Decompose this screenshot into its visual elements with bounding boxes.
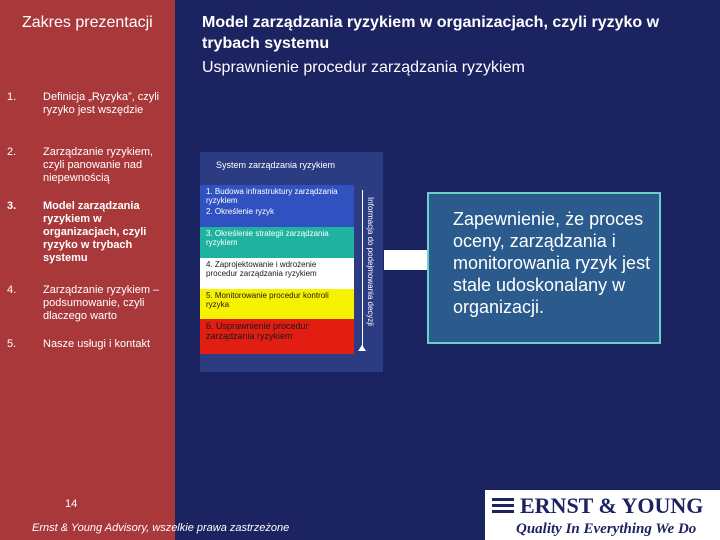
risk-management-diagram [200, 152, 383, 372]
callout-text: Zapewnienie, że proces oceny, zarządzania i monitorowania ryzyk jest stale udoskonalany w organizacji. [453, 209, 651, 317]
logo-name: ERNST & YOUNG [520, 493, 704, 518]
agenda-item-label: Model zarządzania ryzykiem w organizacjach, czyli ryzyko w trybach systemu [43, 200, 147, 264]
step-label: 6. Usprawnienie procedur zarządzania ryzykiem [206, 321, 309, 341]
footer-copyright: Ernst & Young Advisory, wszelkie prawa zastrzeżone [32, 522, 290, 534]
agenda-number: 2. [7, 146, 17, 158]
agenda-item-label: Definicja „Ryzyka”, czyli ryzyko jest wszędzie [43, 91, 160, 116]
agenda-title: Zakres prezentacji [22, 14, 153, 31]
logo-mark-icon [492, 497, 514, 515]
diagram-step-2 [200, 205, 354, 227]
agenda-number: 5. [7, 338, 17, 350]
agenda-number: 4. [7, 284, 17, 296]
arrow-up-icon [358, 345, 366, 351]
step-label: 4. Zaprojektowanie i wdrożenie procedur zarządzania ryzykiem [206, 260, 317, 278]
slide-title: Model zarządzania ryzykiem w organizacjach, czyli ryzyko w trybach systemu [202, 14, 660, 52]
agenda-number: 1. [7, 91, 17, 103]
agenda-item-label: Nasze usługi i kontakt [43, 338, 150, 350]
diagram-step-6 [200, 319, 354, 354]
diagram-step-3 [200, 227, 354, 258]
step-label: 3. Określenie strategii zarządzania ryzykiem [206, 229, 329, 247]
diagram-side-label: Informacja do podejmowania decyzji [366, 197, 375, 326]
agenda-number: 3. [7, 200, 17, 212]
diagram-caption: System zarządzania ryzykiem [216, 160, 336, 170]
step-label: 5. Monitorowanie procedur kontroli ryzyka [206, 291, 329, 309]
callout-connector [384, 250, 427, 270]
feedback-line [362, 190, 363, 350]
step-label: 1. Budowa infrastruktury zarządzania ryzykiem [206, 187, 338, 205]
agenda-item-label: Zarządzanie ryzykiem – podsumowanie, czyli dlaczego warto [43, 284, 160, 322]
company-logo [492, 493, 703, 519]
diagram-step-1 [200, 185, 354, 205]
slide-subtitle: Usprawnienie procedur zarządzania ryzykiem [202, 59, 525, 76]
page-number: 14 [65, 498, 78, 510]
diagram-step-4 [200, 258, 354, 289]
step-label: 2. Określenie ryzyk [206, 207, 275, 216]
agenda-item-label: Zarządzanie ryzykiem, czyli panowanie nad niepewnością [43, 146, 154, 184]
logo-tagline: Quality In Everything We Do [516, 521, 697, 537]
diagram-step-5 [200, 289, 354, 319]
